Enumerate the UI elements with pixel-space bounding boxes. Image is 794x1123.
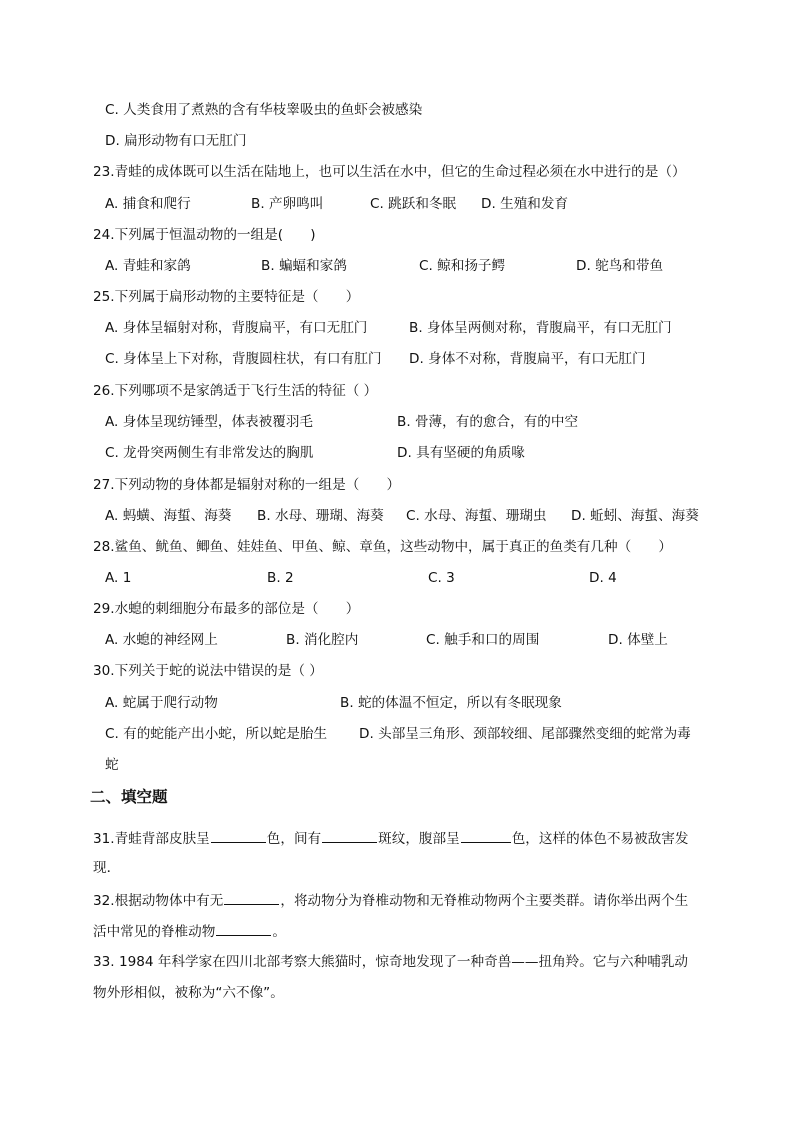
answer-blank[interactable] xyxy=(322,827,377,843)
text: ，将动物分为脊椎动物和无脊椎动物两个主要类群。请你举出两个生 xyxy=(280,893,689,909)
answer-blank[interactable] xyxy=(211,827,266,843)
question-25-stem: 25.下列属于扁形动物的主要特征是（ ） xyxy=(93,289,360,305)
option-b: B. 消化腔内 xyxy=(286,632,359,648)
answer-blank[interactable] xyxy=(461,827,511,843)
question-29-stem: 29.水螅的刺细胞分布最多的部位是（ ） xyxy=(93,601,360,617)
option-d: D. 头部呈三角形、颈部较细、尾部骤然变细的蛇常为毒 xyxy=(359,726,691,742)
option-d: D. 体壁上 xyxy=(608,632,668,648)
question-32-line2 xyxy=(93,920,700,942)
option-d: D. 具有坚硬的角质喙 xyxy=(397,445,525,461)
option-c: C. 鲸和扬子鳄 xyxy=(419,258,506,274)
option-c: C. 3 xyxy=(428,570,455,586)
option-a: A. 蛇属于爬行动物 xyxy=(105,695,218,711)
option-b: B. 2 xyxy=(267,570,294,586)
option-a: A. 身体呈辐射对称，背腹扁平，有口无肛门 xyxy=(105,320,368,336)
question-24-stem: 24.下列属于恒温动物的一组是( ) xyxy=(93,227,316,243)
question-33-line2: 物外形相似，被称为“六不像”。 xyxy=(93,985,284,1001)
option-b: B. 骨薄，有的愈合，有的中空 xyxy=(397,414,579,430)
option-c: C. 触手和口的周围 xyxy=(426,632,540,648)
text: 。 xyxy=(272,924,286,940)
question-30-option-d-wrap: 蛇 xyxy=(105,757,119,773)
question-30-stem: 30.下列关于蛇的说法中错误的是（ ） xyxy=(93,663,323,679)
text: 活中常见的脊椎动物 xyxy=(93,924,216,940)
section-title-fill-in: 二、填空题 xyxy=(90,788,168,806)
question-27-stem: 27.下列动物的身体都是辐射对称的一组是（ ） xyxy=(93,477,401,493)
option-b: B. 水母、珊瑚、海葵 xyxy=(257,508,384,524)
question-28-stem: 28.鲨鱼、鱿鱼、鲫鱼、娃娃鱼、甲鱼、鲸、章鱼，这些动物中，属于真正的鱼类有几种（ ） xyxy=(93,539,672,555)
option-c: C. 跳跃和冬眠 xyxy=(370,196,457,212)
answer-blank[interactable] xyxy=(224,889,279,905)
text: 色，间有 xyxy=(266,831,322,847)
option-b: B. 身体呈两侧对称，背腹扁平，有口无肛门 xyxy=(409,320,672,336)
option-d: D. 生殖和发育 xyxy=(481,196,569,212)
option-b: B. 产卵鸣叫 xyxy=(251,196,324,212)
option-c: C. 水母、海蜇、珊瑚虫 xyxy=(406,508,547,524)
option-d: D. 蚯蚓、海蜇、海葵 xyxy=(571,508,699,524)
option-c: C. 身体呈上下对称，背腹圆柱状，有口有肛门 xyxy=(105,351,382,367)
text: 色，这样的体色不易被敌害发 xyxy=(511,831,689,847)
question-33-line1: 33. 1984 年科学家在四川北部考察大熊猫时，惊奇地发现了一种奇兽——扭角羚。它与六种哺乳动 xyxy=(93,954,689,970)
option-a: A. 1 xyxy=(105,570,132,586)
text: 斑纹，腹部呈 xyxy=(378,831,460,847)
text: 31.青蛙背部皮肤呈 xyxy=(93,831,210,847)
question-32-line1 xyxy=(93,889,700,911)
question-26-stem: 26.下列哪项不是家鸽适于飞行生活的特征（ ） xyxy=(93,383,378,399)
question-31-line2: 现． xyxy=(93,860,121,876)
question-31-line1 xyxy=(93,827,700,849)
option-a: A. 身体呈现纺锤型，体表被覆羽毛 xyxy=(105,414,314,430)
answer-blank[interactable] xyxy=(216,920,271,936)
prev-option-d: D. 扁形动物有口无肛门 xyxy=(105,133,247,149)
option-b: B. 蛇的体温不恒定，所以有冬眠现象 xyxy=(340,695,562,711)
option-d: D. 4 xyxy=(589,570,617,586)
option-b: B. 蝙蝠和家鸽 xyxy=(261,258,347,274)
prev-option-c: C. 人类食用了煮熟的含有华枝睾吸虫的鱼虾会被感染 xyxy=(105,102,423,118)
option-c: C. 有的蛇能产出小蛇，所以蛇是胎生 xyxy=(105,726,328,742)
option-a: A. 蚂蟥、海蜇、海葵 xyxy=(105,508,232,524)
option-a: A. 青蛙和家鸽 xyxy=(105,258,191,274)
text: 32.根据动物体中有无 xyxy=(93,893,224,909)
option-d: D. 鸵鸟和带鱼 xyxy=(576,258,664,274)
option-a: A. 水螅的神经网上 xyxy=(105,632,218,648)
option-d: D. 身体不对称，背腹扁平，有口无肛门 xyxy=(409,351,646,367)
option-c: C. 龙骨突两侧生有非常发达的胸肌 xyxy=(105,445,314,461)
question-23-stem: 23.青蛙的成体既可以生活在陆地上，也可以生活在水中，但它的生命过程必须在水中进行的是（） xyxy=(93,164,686,180)
option-a: A. 捕食和爬行 xyxy=(105,196,191,212)
